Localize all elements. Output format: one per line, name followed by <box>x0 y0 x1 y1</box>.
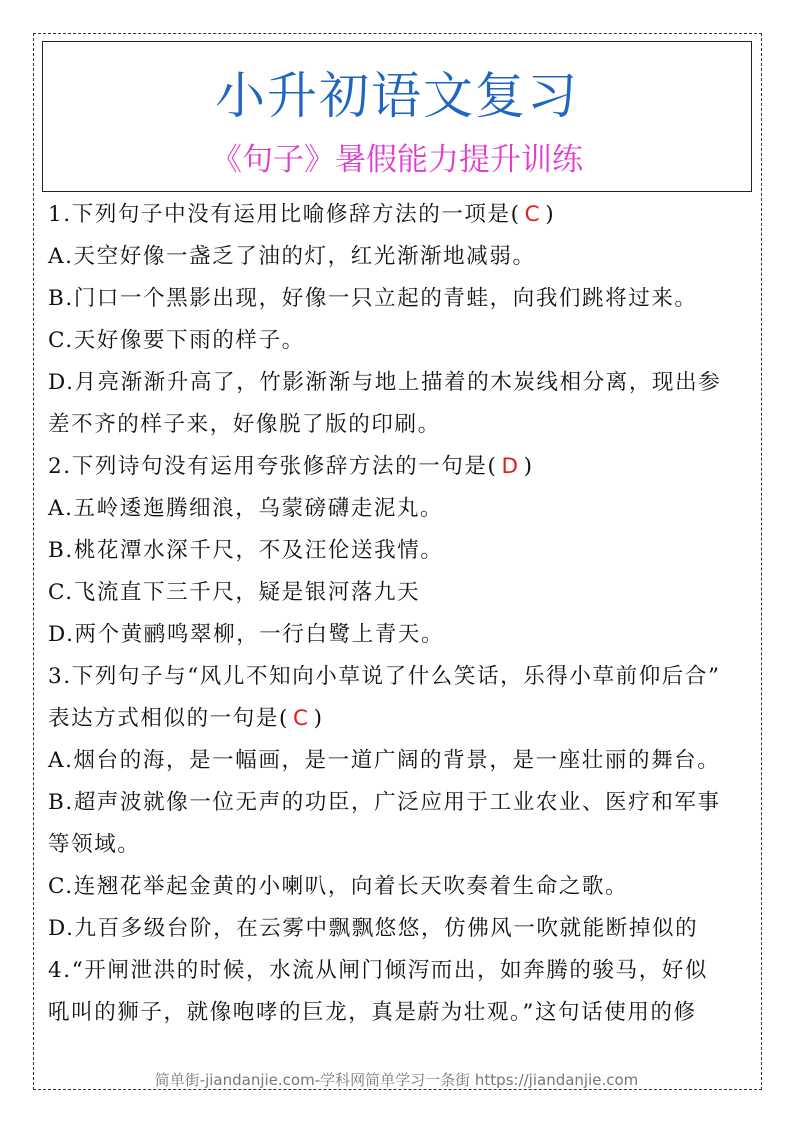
line-text: C.连翘花举起金黄的小喇叭，向着长天吹奏着生命之歌。 <box>48 874 629 899</box>
line-text: 3.下列句子与“风儿不知向小草说了什么笑话，乐得小草前仰后合” <box>48 664 721 689</box>
answer-option <box>48 236 536 278</box>
question-stem <box>48 446 534 488</box>
answer-option <box>48 278 698 320</box>
line-text: B.桃花潭水深千尺，不及汪伦送我情。 <box>48 538 444 563</box>
page-title: 小升初语文复习 <box>215 67 579 125</box>
closing-paren: ) <box>545 202 556 227</box>
answer-option <box>48 614 444 656</box>
line-text: 4.“开闸泄洪的时候，水流从闸门倾泻而出，如奔腾的骏马，好似 <box>48 958 709 983</box>
answer-letter: D <box>501 454 520 479</box>
answer-option <box>48 362 721 404</box>
answer-option <box>48 404 441 446</box>
line-text: A.烟台的海，是一幅画，是一道广阔的背景，是一座壮丽的舞台。 <box>48 748 721 773</box>
line-text: 差不齐的样子来，好像脱了版的印刷。 <box>48 412 441 437</box>
line-text: 吼叫的狮子，就像咆哮的巨龙，真是蔚为壮观。”这句话使用的修 <box>48 1000 697 1025</box>
line-text: D.月亮渐渐升高了，竹影渐渐与地上描着的木炭线相分离，现出参 <box>48 370 722 395</box>
line-text: 等领域。 <box>48 832 141 857</box>
footer-watermark: 简单街-jiandanjie.com-学科网简单学习一条街 https://jiandanjie.com <box>154 1071 639 1089</box>
line-text: D.两个黄鹂鸣翠柳，一行白鹭上青天。 <box>48 622 445 647</box>
question-stem <box>48 992 697 1034</box>
answer-option <box>48 824 140 866</box>
answer-option <box>48 866 628 908</box>
answer-option <box>48 320 305 362</box>
answer-letter: C <box>293 706 310 731</box>
question-stem <box>48 194 555 236</box>
question-stem <box>48 698 324 740</box>
answer-option <box>48 908 698 950</box>
line-text: 表达方式相似的一句是( <box>48 706 289 731</box>
closing-paren: ) <box>523 454 534 479</box>
line-text: A.天空好像一盏乏了油的灯，红光渐渐地减弱。 <box>48 244 536 269</box>
line-text: 2.下列诗句没有运用夸张修辞方法的一句是( <box>48 454 498 479</box>
page-subtitle: 《句子》暑假能力提升训练 <box>211 142 583 178</box>
line-text: C.飞流直下三千尺，疑是银河落九天 <box>48 580 421 605</box>
answer-option <box>48 530 443 572</box>
answer-option <box>48 572 420 614</box>
answer-option <box>48 740 720 782</box>
line-text: 1.下列句子中没有运用比喻修辞方法的一项是( <box>48 202 521 227</box>
line-text: A.五岭逶迤腾细浪，乌蒙磅礴走泥丸。 <box>48 496 444 521</box>
line-text: B.门口一个黑影出现，好像一只立起的青蛙，向我们跳将过来。 <box>48 286 698 311</box>
question-stem <box>48 950 708 992</box>
answer-letter: C <box>524 202 542 227</box>
closing-paren: ) <box>313 706 324 731</box>
line-text: C.天好像要下雨的样子。 <box>48 328 305 353</box>
title-box <box>42 41 752 192</box>
line-text: D.九百多级台阶，在云雾中飘飘悠悠，仿佛风一吹就能断掉似的 <box>48 916 699 941</box>
question-stem <box>48 656 721 698</box>
line-text: B.超声波就像一位无声的功臣，广泛应用于工业农业、医疗和军事 <box>48 790 721 815</box>
answer-option <box>48 488 443 530</box>
answer-option <box>48 782 721 824</box>
